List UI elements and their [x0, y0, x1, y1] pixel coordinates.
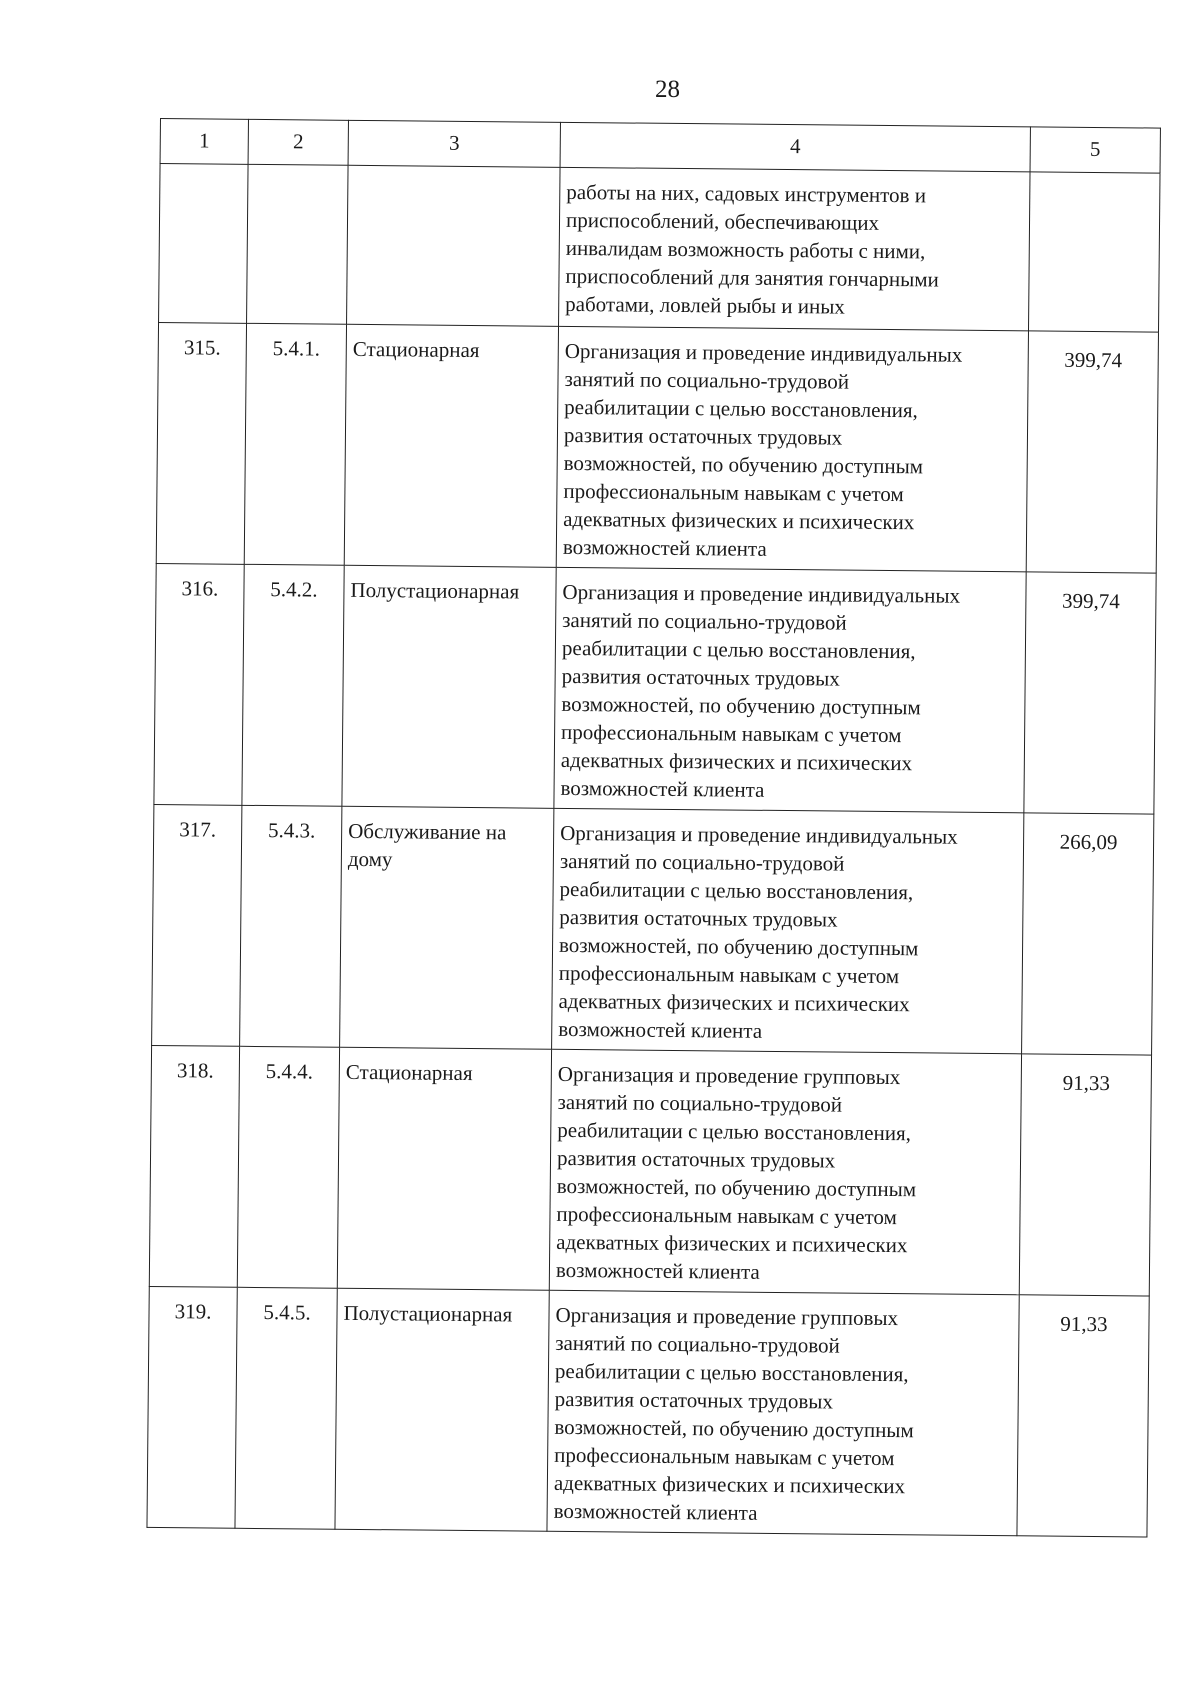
service-price: 266,09 [1022, 813, 1154, 1055]
service-description: Организация и проведение индивидуальных занятий по социально-трудовой реабилитации с целью восстановления, развития остаточных трудовых возможностей, по обучению доступным профессиональным навыкам с учетом адекватных физических и психических возможностей клиента [552, 808, 1024, 1054]
service-description: Организация и проведение групповых занятий по социально-трудовой реабилитации с целью восстановления, развития остаточных трудовых возможностей, по обучению доступным профессиональным навыкам с учетом адекватных физических и психических возможностей клиента [547, 1290, 1019, 1536]
service-form: Обслуживание на дому [340, 806, 554, 1049]
service-code: 5.4.1. [244, 323, 346, 565]
service-form: Стационарная [337, 1047, 551, 1290]
header-col-1: 1 [160, 119, 248, 165]
row-number: 318. [149, 1045, 239, 1287]
continuation-form-cell [347, 165, 561, 326]
table-row [152, 804, 1154, 1055]
header-col-3: 3 [348, 120, 560, 167]
row-number: 316. [154, 563, 244, 805]
header-col-5: 5 [1030, 127, 1160, 173]
continuation-code-cell [247, 164, 349, 324]
continuation-description-cell: работы на них, садовых инструментов и приспособлений, обеспечивающих инвалидам возможность работы с ними, приспособлений для занятия гончарными работами, ловлей рыбы и иных [559, 167, 1031, 331]
row-number: 317. [152, 804, 242, 1046]
continuation-num-cell [159, 164, 249, 324]
service-form: Полустационарная [342, 565, 556, 808]
service-code: 5.4.4. [237, 1046, 339, 1288]
table-row [156, 322, 1158, 573]
page-number: 28 [655, 76, 680, 103]
table-row [147, 1286, 1149, 1537]
table-row [149, 1045, 1151, 1296]
service-form: Стационарная [344, 324, 558, 567]
row-number: 319. [147, 1286, 237, 1528]
header-col-4: 4 [560, 122, 1030, 172]
service-price: 91,33 [1019, 1054, 1151, 1296]
service-description: Организация и проведение групповых занятий по социально-трудовой реабилитации с целью восстановления, развития остаточных трудовых возможностей, по обучению доступным профессиональным навыкам с учетом адекватных физических и психических возможностей клиента [549, 1049, 1021, 1295]
table-row [154, 563, 1156, 814]
service-price: 399,74 [1024, 572, 1156, 814]
continuation-price-cell [1028, 172, 1160, 332]
row-number: 315. [156, 322, 246, 564]
header-col-2: 2 [248, 119, 348, 165]
service-price: 399,74 [1026, 331, 1158, 573]
services-table [146, 118, 1160, 1538]
service-code: 5.4.5. [235, 1287, 337, 1529]
service-description: Организация и проведение индивидуальных занятий по социально-трудовой реабилитации с целью восстановления, развития остаточных трудовых возможностей, по обучению доступным профессиональным навыкам с учетом адекватных физических и психических возможностей клиента [554, 567, 1026, 813]
service-form: Полустационарная [335, 1288, 549, 1531]
service-description: Организация и проведение индивидуальных занятий по социально-трудовой реабилитации с целью восстановления, развития остаточных трудовых возможностей, по обучению доступным профессиональным навыкам с учетом адекватных физических и психических возможностей клиента [556, 326, 1028, 572]
continuation-row [159, 164, 1160, 333]
service-price: 91,33 [1017, 1295, 1149, 1537]
service-code: 5.4.3. [240, 805, 342, 1047]
service-code: 5.4.2. [242, 564, 344, 806]
